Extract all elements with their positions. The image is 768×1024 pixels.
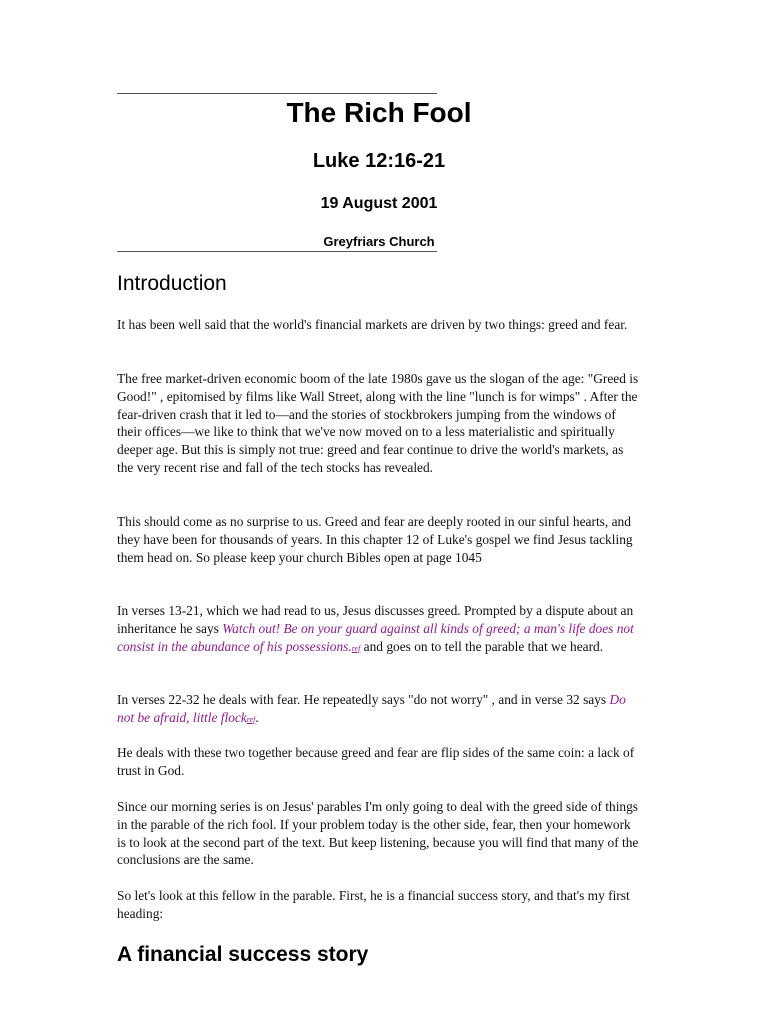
church-name: Greyfriars Church (323, 234, 435, 249)
paragraph-8: So let's look at this fellow in the parable. First, he is a financial success story, and that's my first heading: (117, 888, 630, 921)
paragraph-3: This should come as no surprise to us. Greed and fear are deeply rooted in our sinful hearts, and they have been for thousands of years. In this chapter 12 of Luke's gospel we find Jesus tackling them head on. So please keep your church Bibles open at page 1045 (117, 514, 633, 565)
paragraph-2: The free market-driven economic boom of the late 1980s gave us the slogan of the age: "Greed is Good!" , epitomised by films like Wall Street, along with the line "lunch is for wimps" . After the fear-driven crash that it led to—and the stories of stockbrokers jumping from the windows of their offices—we like to think that we've now moved on to a less materialistic and spiritually deeper age. But this is simply not true: greed and fear continue to drive the world's markets, as the very recent rise and fall of the tech stocks has revealed. (117, 371, 639, 475)
paragraph-4-tail: and goes on to tell the parable that we heard. (360, 638, 604, 654)
introduction-heading: Introduction (117, 272, 227, 295)
paragraph-5 (117, 691, 642, 729)
page-title: The Rich Fool (286, 97, 472, 128)
scripture-quote-fear: Do not be afraid, little flock (117, 692, 626, 725)
bottom-horizontal-rule (117, 251, 437, 252)
paragraph-1: It has been well said that the world's financial markets are driven by two things: greed and fear. (117, 317, 628, 332)
paragraph-7: Since our morning series is on Jesus' parables I'm only going to deal with the greed side of things in the parable of the rich fool. If your problem today is the other side, fear, then your homework is to look at the second part of the text. But keep listening, because you will find that many of the conclusions are the same. (117, 799, 639, 868)
paragraph-5-tail: . (255, 709, 259, 725)
sermon-date: 19 August 2001 (320, 195, 438, 212)
scripture-quote-greed: Watch out! Be on your guard against all kinds of greed; a man's life does not consist in the abundance of his possessions. (117, 620, 634, 654)
footnote-ref-link[interactable]: ref (246, 714, 256, 724)
paragraph-6: He deals with these two together because greed and fear are flip sides of the same coin: a lack of trust in God. (117, 745, 635, 778)
footnote-ref-link[interactable]: ref (351, 643, 361, 653)
paragraph-4-lead: In verses 13-21, which we had read to us, Jesus discusses greed. Prompted by a dispute about an inheritance he says (117, 603, 634, 636)
top-horizontal-rule (117, 93, 437, 94)
paragraph-4 (117, 602, 642, 657)
financial-success-heading: A financial success story (117, 943, 369, 966)
paragraph-5-lead: In verses 22-32 he deals with fear. He repeatedly says "do not worry" , and in verse 32 says (117, 692, 610, 707)
scripture-reference: Luke 12:16-21 (312, 150, 446, 172)
